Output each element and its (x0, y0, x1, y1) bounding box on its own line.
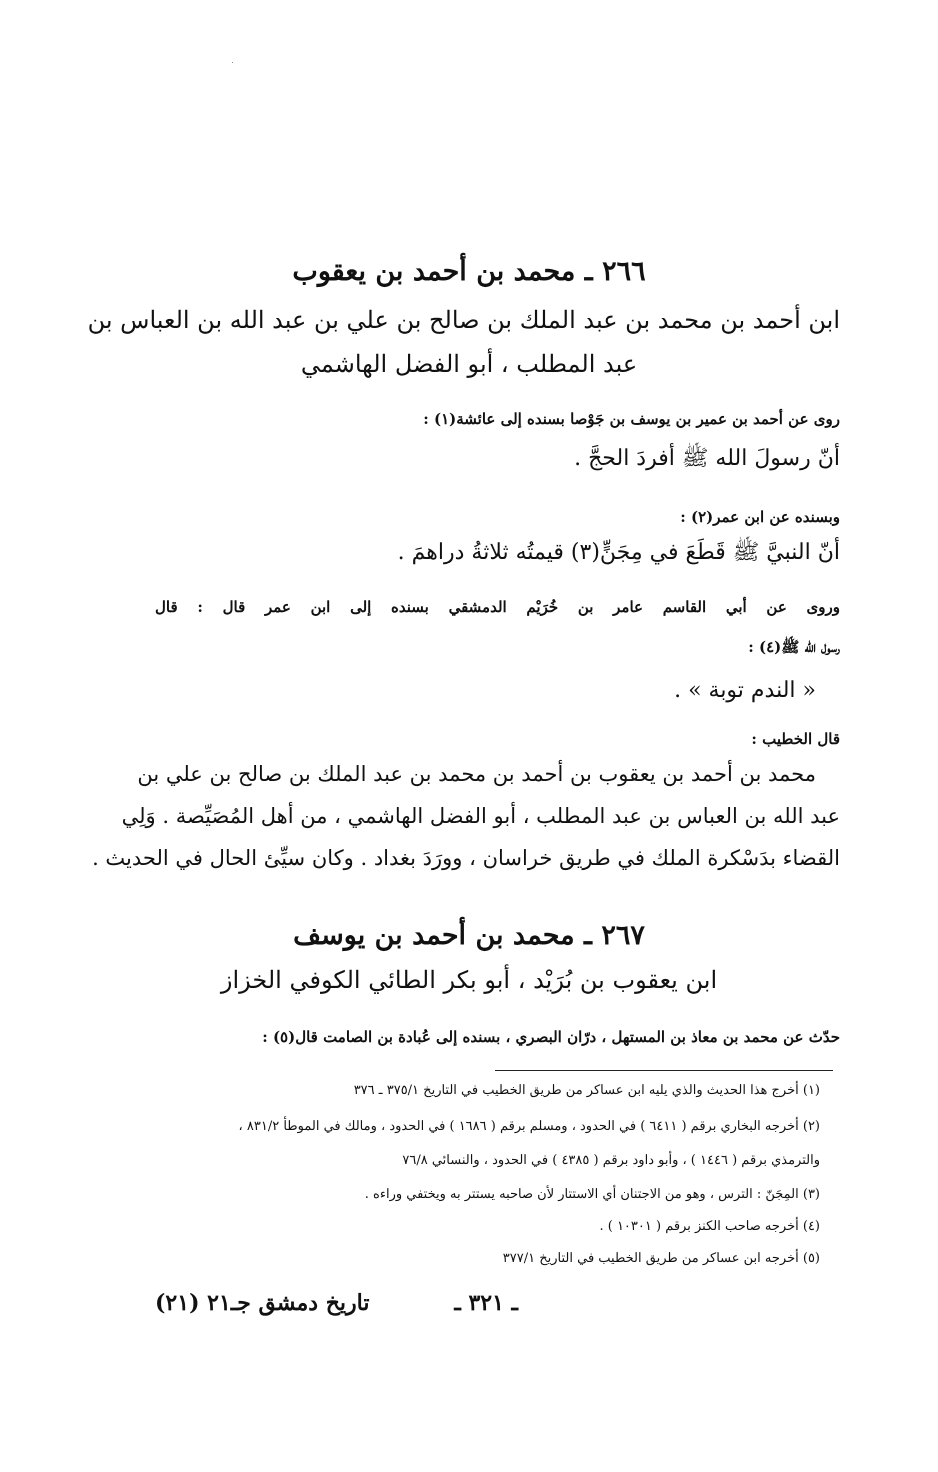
khatib-paragraph-line-2: عبد الله بن العباس بن عبد المطلب ، أبو الفضل الهاشمي ، من أهل المُصَيِّصة . وَلِي (121, 804, 840, 828)
narration-2: وبسنده عن ابن عمر(٢) : (680, 508, 840, 526)
entry-266-lineage-line-2: عبد المطلب ، أبو الفضل الهاشمي (300, 350, 638, 378)
entry-267-heading: ٢٦٧ ـ محمد بن أحمد بن يوسف (293, 920, 645, 951)
narration-3-line-1: وروى عن أبي القاسم عامر بن خُرَيْم الدمشقي بسنده إلى ابن عمر قال : قال (155, 598, 840, 616)
narration-3-line-2: رسول الله ﷺ(٤) : (748, 638, 840, 656)
footnote-2-continued: والترمذي برقم ( ١٤٤٦ ) ، وأبو داود برقم ( ٤٣٨٥ ) في الحدود ، والنسائي ٧٦/٨ (402, 1153, 820, 1168)
scan-speck (232, 62, 233, 63)
footnote-4: (٤) أخرجه صاحب الكنز برقم ( ١٠٣٠١ ) . (599, 1219, 820, 1234)
entry-267-lineage: ابن يعقوب بن بُرَيْد ، أبو بكر الطائي الكوفي الخزاز (220, 966, 718, 994)
book-title-footer: تاريخ دمشق جـ٢١ (٢١) (155, 1290, 370, 1316)
page-number: ـ ٣٢١ ـ (454, 1290, 518, 1316)
entry-266-lineage-line-1: ابن أحمد بن محمد بن عبد الملك بن صالح بن علي بن عبد الله بن العباس بن (87, 306, 840, 334)
narration-1: روى عن أحمد بن عمير بن يوسف بن جَوْصا بسنده إلى عائشة(١) : (423, 410, 840, 428)
entry-267-narration: حدّث عن محمد بن معاذ بن المستهل ، درّان البصري ، بسنده إلى عُبادة بن الصامت قال(٥) : (262, 1028, 840, 1046)
khatib-label: قال الخطيب : (751, 730, 840, 748)
hadith-2: أنّ النبيَّ ﷺ قَطَعَ في مِجَنٍّ(٣) قيمتُه ثلاثةُ دراهمَ . (397, 540, 840, 565)
footnote-2: (٢) أخرجه البخاري برقم ( ٦٤١١ ) في الحدود ، ومسلم برقم ( ١٦٨٦ ) في الحدود ، ومالك في الموطأ ٨٣١/٢ ، (238, 1119, 820, 1134)
khatib-paragraph-line-1: محمد بن أحمد بن يعقوب بن أحمد بن محمد بن عبد الملك بن صالح بن علي بن (137, 762, 816, 786)
footnote-separator (495, 1070, 833, 1071)
khatib-paragraph-line-3: القضاء بدَسْكرة الملك في طريق خراسان ، وورَدَ بغداد . وكان سيِّئ الحال في الحديث . (92, 846, 840, 870)
entry-266-heading: ٢٦٦ ـ محمد بن أحمد بن يعقوب (292, 256, 646, 287)
hadith-1: أنّ رسولَ الله ﷺ أفردَ الحجَّ . (574, 446, 840, 471)
footnote-5: (٥) أخرجه ابن عساكر من طريق الخطيب في التاريخ ٣٧٧/١ (502, 1251, 820, 1266)
footnote-1: (١) أخرج هذا الحديث والذي يليه ابن عساكر من طريق الخطيب في التاريخ ٣٧٥/١ ـ ٣٧٦ (353, 1083, 820, 1098)
hadith-3: « الندم توبة » . (674, 678, 816, 703)
footnote-3: (٣) المِجَنّ : الترس ، وهو من الاجتنان أي الاستتار لأن صاحبه يستتر به ويختفي وراءه . (364, 1187, 820, 1202)
